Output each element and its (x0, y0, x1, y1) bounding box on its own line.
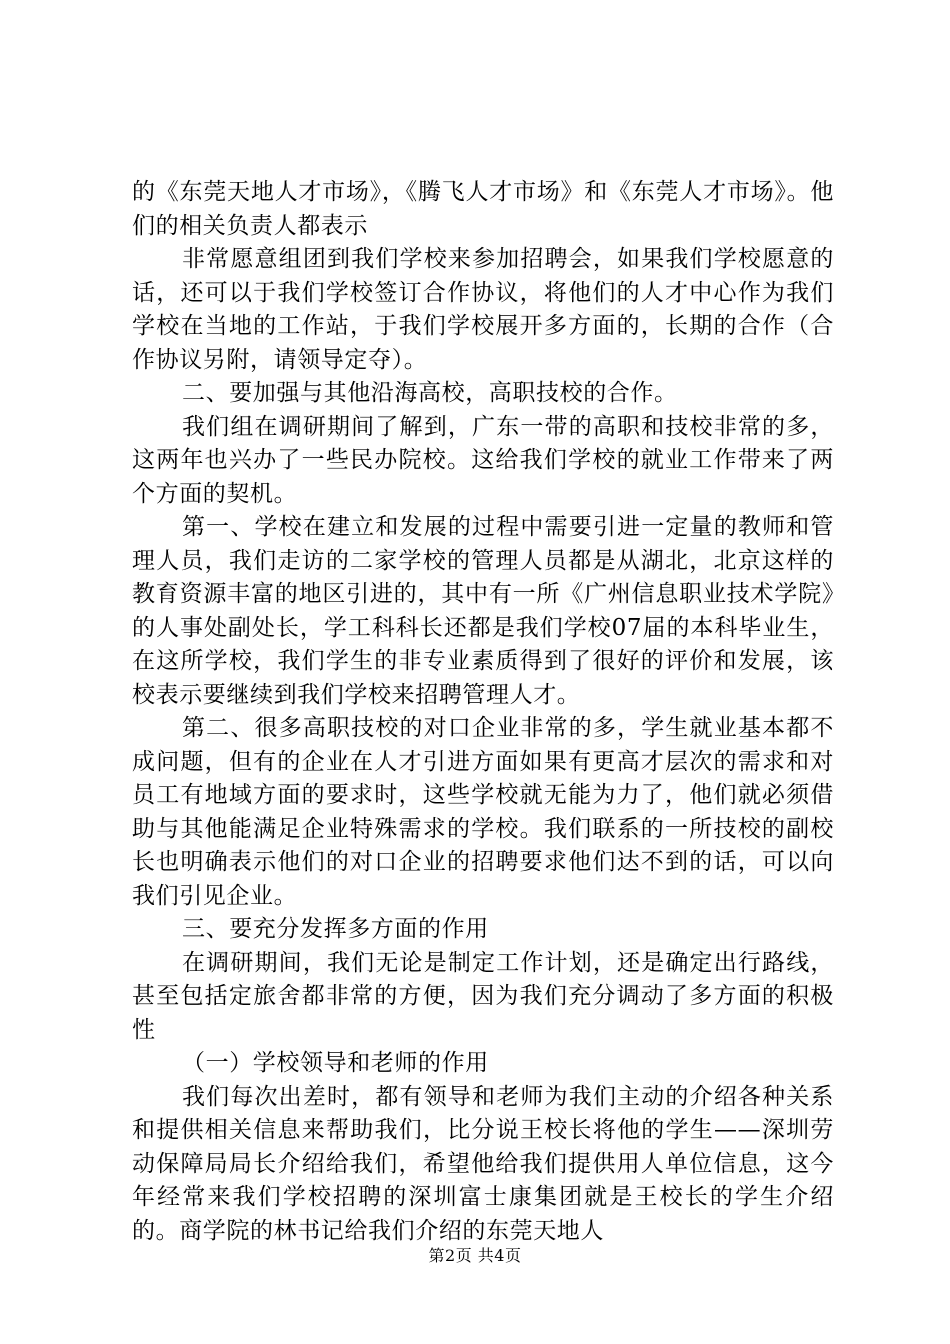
section-heading-two: 二、要加强与其他沿海高校，高职技校的合作。 (182, 380, 678, 406)
paragraph-second-opportunity: 第二、很多高职技校的对口企业非常的多，学生就业基本都不成问题，但有的企业在人才引进方面如果有更高才层次的需求和对员工有地域方面的要求时，这些学校就无能为力了，他们就必须借助与其他能满足企业特殊需求的学校。我们联系的一所技校的副校长也明确表示他们的对口企业的招聘要求他们达不到的话，可以向我们引见企业。 (132, 715, 834, 909)
paragraph-leader-support: 我们每次出差时，都有领导和老师为我们主动的介绍各种关系和提供相关信息来帮助我们，比分说王校长将他的学生——深圳劳动保障局局长介绍给我们，希望他给我们提供用人单位信息，这今年经常来我们学校招聘的深圳富士康集团就是王校长的学生介绍的。商学院的林书记给我们介绍的东莞天地人 (132, 1083, 834, 1244)
paragraph-continuation: 的《东莞天地人才市场》，《腾飞人才市场》和《东莞人才市场》。他们的相关负责人都表示 (132, 179, 834, 239)
paragraph-research-findings: 我们组在调研期间了解到，广东一带的高职和技校非常的多，这两年也兴办了一些民办院校。这给我们学校的就业工作带来了两个方面的契机。 (132, 413, 834, 507)
page-number-footer: 第2页 共4页 (428, 1246, 522, 1265)
subsection-heading-one: （一）学校领导和老师的作用 (182, 1050, 489, 1076)
document-body (132, 176, 834, 1248)
section-heading-three: 三、要充分发挥多方面的作用 (182, 916, 489, 942)
paragraph-research-period: 在调研期间，我们无论是制定工作计划，还是确定出行路线，甚至包括定旅舍都非常的方便，因为我们充分调动了多方面的积极性 (132, 949, 834, 1043)
paragraph-first-opportunity: 第一、学校在建立和发展的过程中需要引进一定量的教师和管理人员，我们走访的二家学校的管理人员都是从湖北，北京这样的教育资源丰富的地区引进的，其中有一所《广州信息职业技术学院》的人事处副处长，学工科科长还都是我们学校07届的本科毕业生，在这所学校，我们学生的非专业素质得到了很好的评价和发展，该校表示要继续到我们学校来招聘管理人才。 (132, 514, 834, 708)
paragraph-willingness: 非常愿意组团到我们学校来参加招聘会，如果我们学校愿意的话，还可以于我们学校签订合作协议，将他们的人才中心作为我们学校在当地的工作站，于我们学校展开多方面的，长期的合作（合作协议另附，请领导定夺）。 (132, 246, 834, 373)
